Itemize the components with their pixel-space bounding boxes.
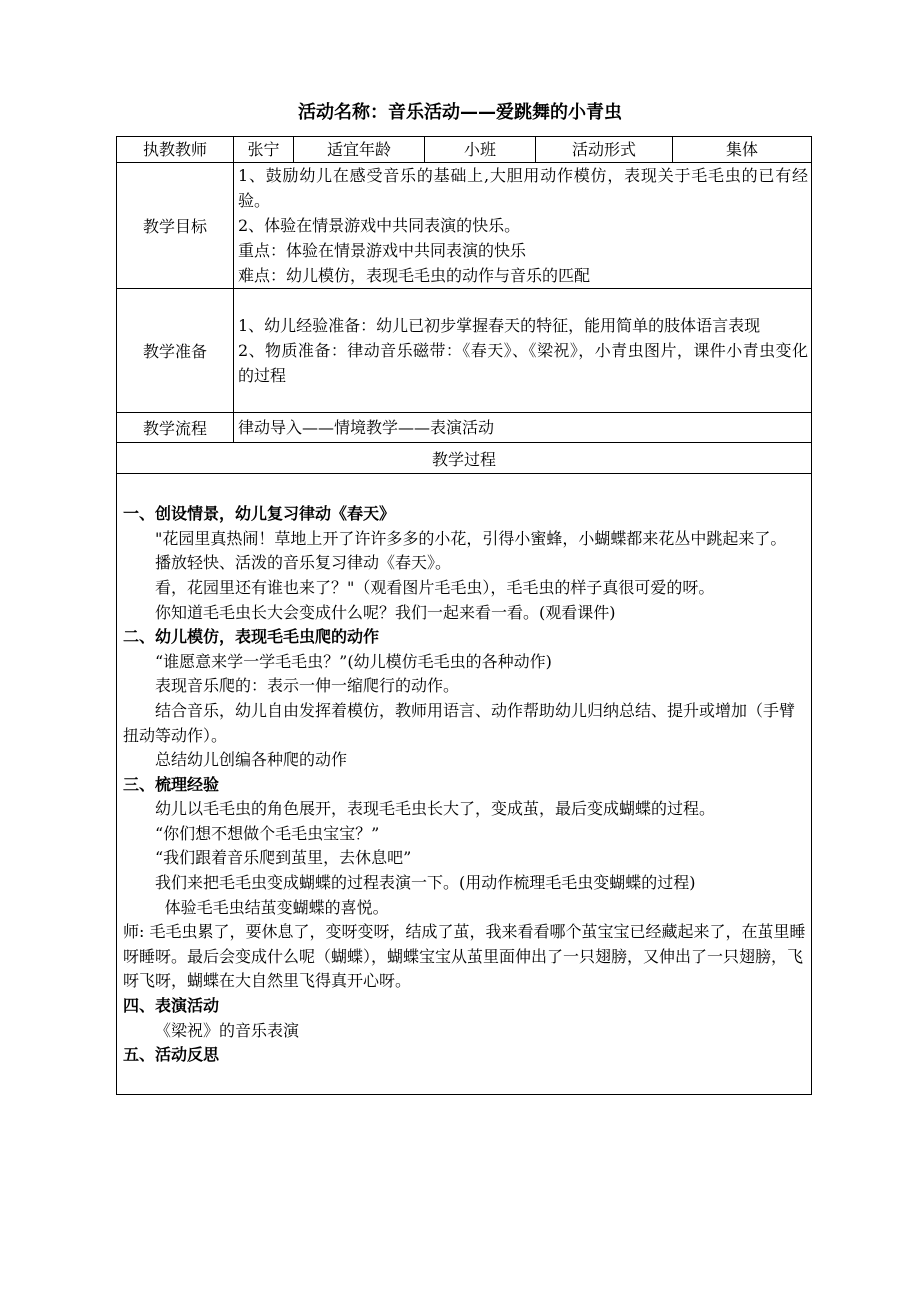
section-heading: 五、活动反思 <box>123 1045 220 1065</box>
page-title: 活动名称：音乐活动——爱跳舞的小青虫 <box>298 102 622 123</box>
goal-difficulty: 难点：幼儿模仿，表现毛毛虫的动作与音乐的匹配 <box>238 266 591 285</box>
flow-content: 律动导入——情境教学——表演活动 <box>234 413 812 443</box>
process-title: 教学过程 <box>117 443 812 474</box>
prep-label: 教学准备 <box>117 289 234 413</box>
teacher-value: 张宁 <box>234 137 294 163</box>
header-row <box>117 137 812 163</box>
process-title-row <box>117 443 812 474</box>
lesson-plan-table <box>116 136 812 1095</box>
section-heading: 二、幼儿模仿，表现毛毛虫爬的动作 <box>123 627 380 647</box>
paragraph: 播放轻快、活泼的音乐复习律动《春天》。 <box>155 553 452 573</box>
section-heading: 三、梳理经验 <box>123 774 220 794</box>
paragraph: “你们想不想做个毛毛虫宝宝？” <box>155 823 380 843</box>
paragraph: 《梁祝》的音乐表演 <box>155 1020 300 1040</box>
process-content <box>117 474 812 1095</box>
process-row <box>117 474 812 1095</box>
form-label: 活动形式 <box>536 137 673 163</box>
paragraph: 幼儿以毛毛虫的角色展开，表现毛毛虫长大了，变成茧，最后变成蝴蝶的过程。 <box>155 799 716 819</box>
flow-label: 教学流程 <box>117 413 234 443</box>
paragraph: “我们跟着音乐爬到茧里，去休息吧” <box>155 848 412 868</box>
paragraph: 总结幼儿创编各种爬的动作 <box>155 750 348 770</box>
prep-row <box>117 289 812 413</box>
teacher-label: 执教教师 <box>117 137 234 163</box>
prep-line: 1、幼儿经验准备：幼儿已初步掌握春天的特征，能用简单的肢体语言表现 <box>238 316 761 335</box>
section-heading: 一、创设情景，幼儿复习律动《春天》 <box>123 504 396 524</box>
goals-label: 教学目标 <box>117 163 234 289</box>
paragraph: “谁愿意来学一学毛毛虫？”(幼儿模仿毛毛虫的各种动作) <box>155 651 552 671</box>
goal-key-point: 重点：体验在情景游戏中共同表演的快乐 <box>238 241 527 260</box>
paragraph: 表现音乐爬的：表示一伸一缩爬行的动作。 <box>155 676 460 696</box>
paragraph: 体验毛毛虫结茧变蝴蝶的喜悦。 <box>164 897 389 917</box>
flow-row <box>117 413 812 443</box>
paragraph: 你知道毛毛虫长大会变成什么呢？我们一起来看一看。(观看课件) <box>155 602 616 622</box>
paragraph: "花园里真热闹！草地上开了许许多多的小花，引得小蜜蜂，小蝴蝶都来花丛中跳起来了。 <box>155 528 787 548</box>
form-value: 集体 <box>673 137 812 163</box>
goals-row <box>117 163 812 289</box>
prep-line: 2、物质准备：律动音乐磁带：《春天》、《梁祝》，小青虫图片，课件小青虫变化的过程 <box>238 341 808 385</box>
goal-line: 1、鼓励幼儿在感受音乐的基础上,大胆用动作模仿，表现关于毛毛虫的已有经验。 <box>238 166 808 210</box>
paragraph: 师: 毛毛虫累了，要休息了，变呀变呀，结成了茧，我来看看哪个茧宝宝已经藏起来了，在茧里睡呀睡呀。最后会变成什么呢（蝴蝶），蝴蝶宝宝从茧里面伸出了一只翅膀，又伸出了一只翅膀，飞呀飞呀，蝴蝶在大自然里飞得真开心呀。 <box>123 922 806 991</box>
prep-content <box>234 289 812 413</box>
paragraph: 结合音乐，幼儿自由发挥着模仿，教师用语言、动作帮助幼儿归纳总结、提升或增加（手臂扭动等动作）。 <box>123 700 796 745</box>
age-label: 适宜年龄 <box>294 137 425 163</box>
age-value: 小班 <box>425 137 536 163</box>
paragraph: 我们来把毛毛虫变成蝴蝶的过程表演一下。(用动作梳理毛毛虫变蝴蝶的过程) <box>155 873 696 893</box>
goal-line: 2、体验在情景游戏中共同表演的快乐。 <box>238 216 521 235</box>
section-heading: 四、表演活动 <box>123 996 220 1016</box>
goals-content <box>234 163 812 289</box>
paragraph: 看，花园里还有谁也来了？"（观看图片毛毛虫），毛毛虫的样子真很可爱的呀。 <box>155 577 715 597</box>
